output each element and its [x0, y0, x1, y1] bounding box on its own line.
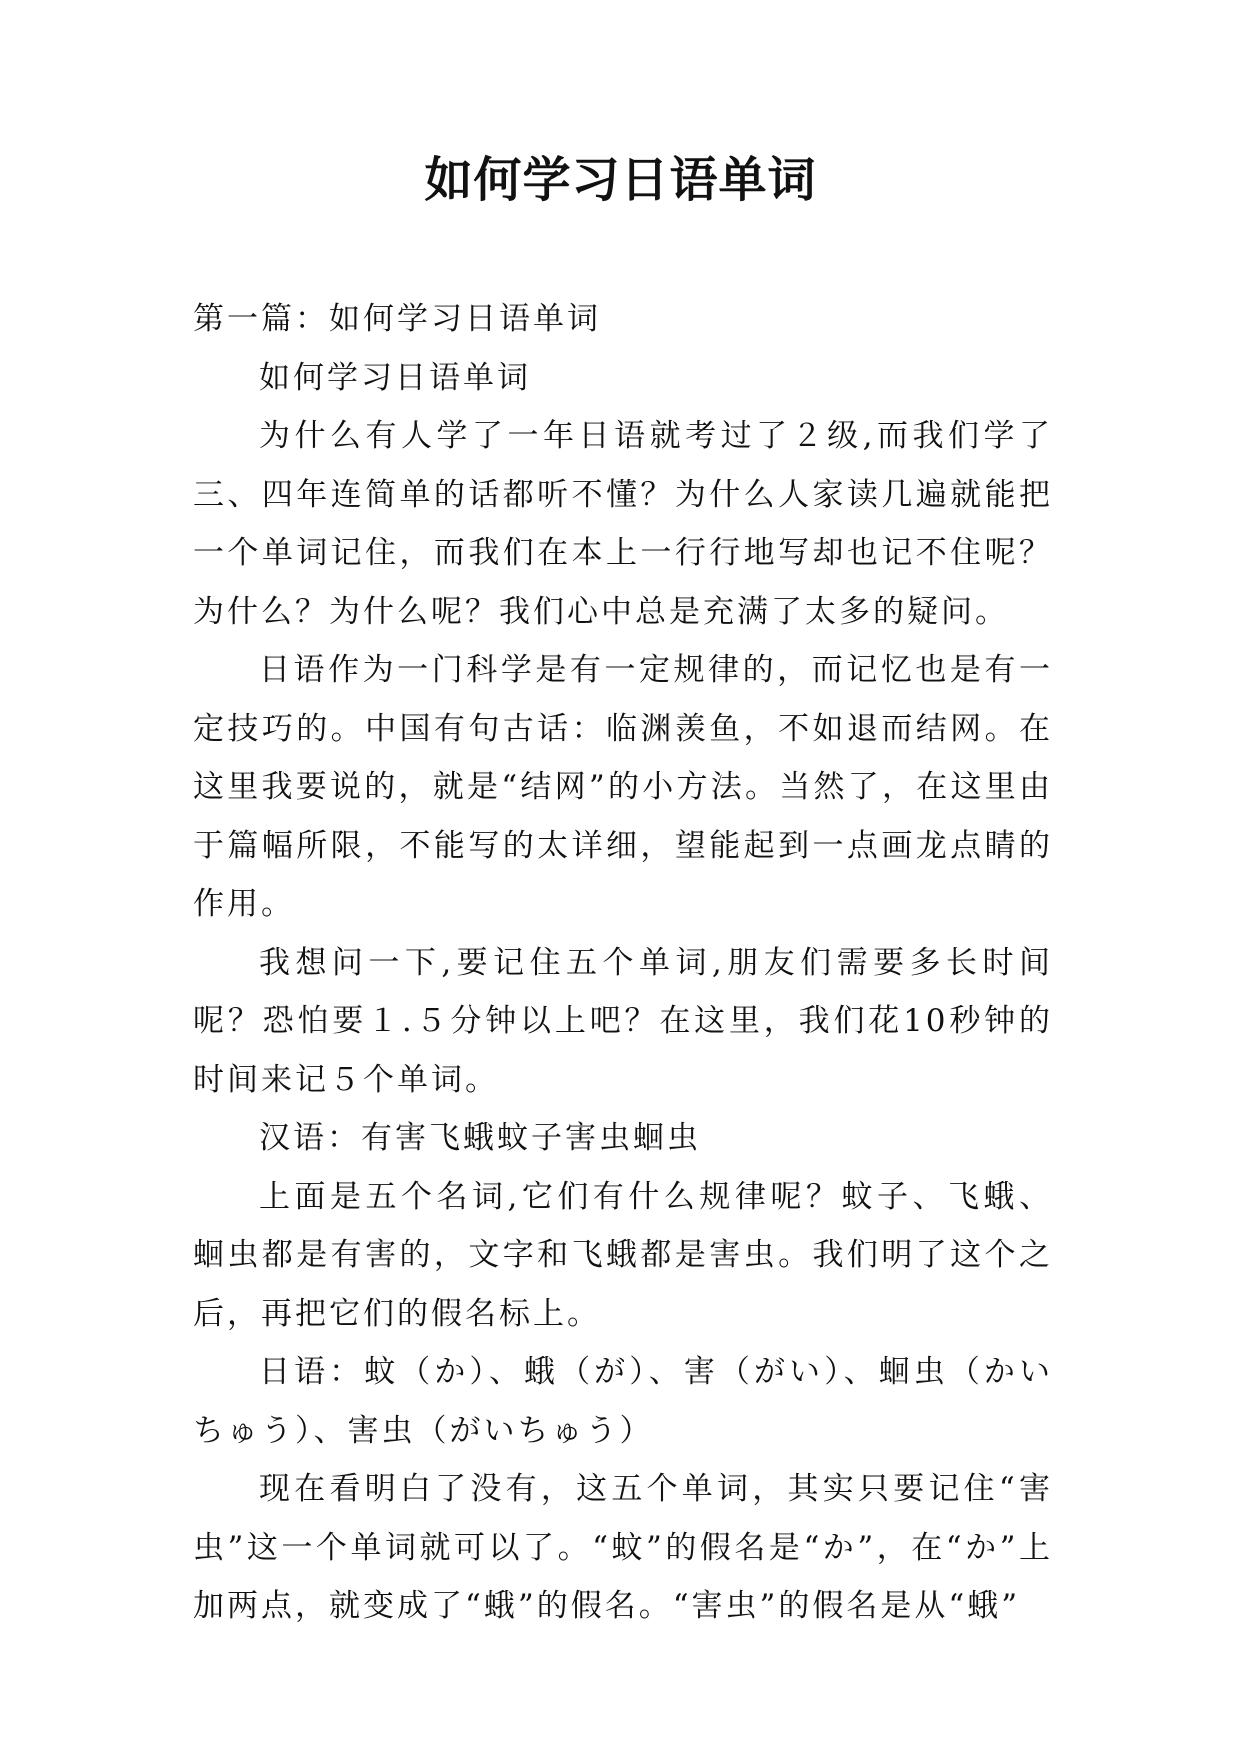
paragraph-6: 汉语：有害飞蛾蚊子害虫蛔虫	[259, 1120, 701, 1156]
paragraph-4: 日语作为一门科学是有一定规律的，而记忆也是有一定技巧的。中国有句古话：临渊羡鱼，不如退而结网。在这里我要说的，就是“结网”的小方法。当然了，在这里由于篇幅所限，不能写的太详细，望能起到一点画龙点睛的作用。	[193, 652, 1053, 922]
paragraph-2: 如何学习日语单词	[259, 359, 531, 396]
document-body	[193, 290, 1053, 1636]
paragraph-9: 现在看明白了没有，这五个单词，其实只要记住“害虫”这一个单词就可以了。“蚊”的假名是“か”，在“か”上加两点，就变成了“蛾”的假名。“害虫”的假名是从“蛾”	[193, 1471, 1053, 1624]
paragraph-1: 第一篇：如何学习日语单词	[193, 301, 601, 337]
paragraph-3: 为什么有人学了一年日语就考过了２级,而我们学了三、四年连简单的话都听不懂？为什么人家读几遍就能把一个单词记住，而我们在本上一行行地写却也记不住呢？为什么？为什么呢？我们心中总是充满了太多的疑问。	[193, 418, 1053, 630]
paragraph-8: 日语：蚊（か）、蛾（が）、害（がい）、蛔虫（かいちゅう）、害虫（がいちゅう）	[193, 1354, 1053, 1449]
paragraph-5: 我想问一下,要记住五个单词,朋友们需要多长时间呢？恐怕要１.５分钟以上吧？在这里，我们花10秒钟的时间来记５个单词。	[193, 944, 1053, 1098]
paragraph-7: 上面是五个名词,它们有什么规律呢？蚊子、飞蛾、蛔虫都是有害的，文字和飞蛾都是害虫。我们明了这个之后，再把它们的假名标上。	[193, 1178, 1053, 1332]
document-title: 如何学习日语单词	[424, 152, 817, 208]
